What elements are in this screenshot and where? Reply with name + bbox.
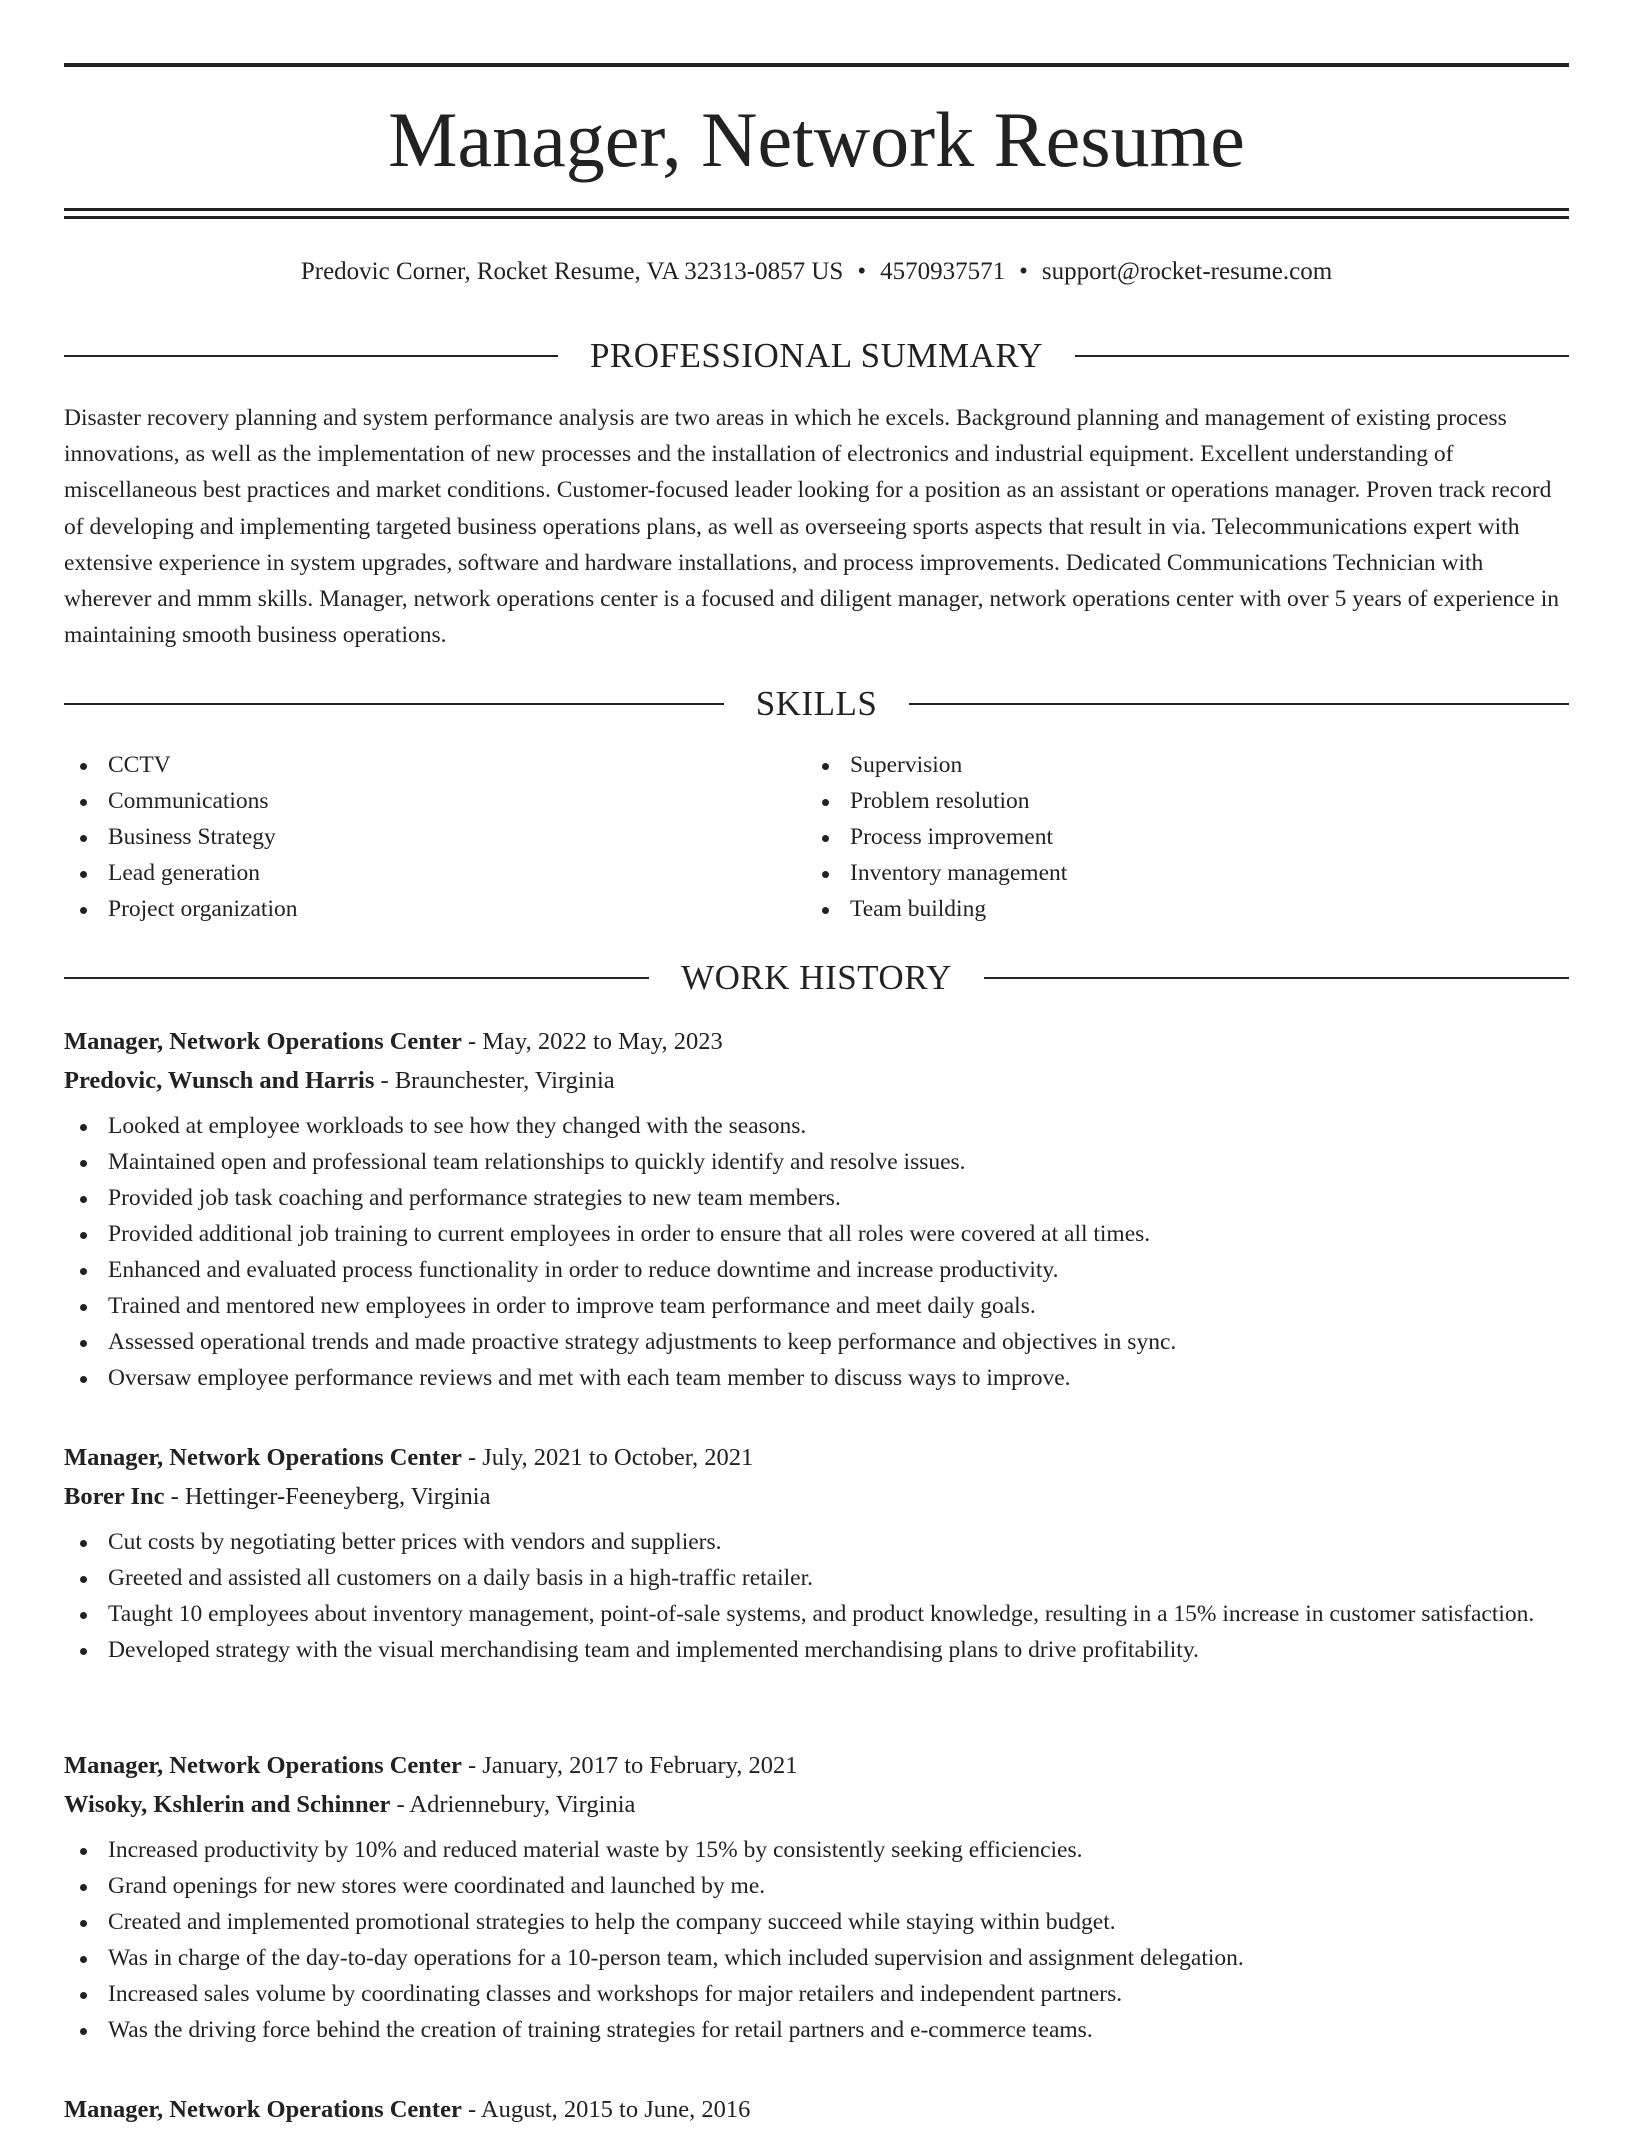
title-double-divider [64, 208, 1569, 219]
job-bullet: Provided job task coaching and performance strategies to new team members. [64, 1180, 1569, 1216]
job-title: Manager, Network Operations Center [64, 1444, 462, 1471]
work-history-heading [64, 956, 1569, 1000]
skills-column-right [806, 747, 1067, 927]
job-bullets [64, 1832, 1569, 2048]
job-bullet: Created and implemented promotional strategies to help the company succeed while staying within budget. [64, 1904, 1569, 1940]
job-entry [64, 1022, 1569, 1396]
job-entry [64, 1438, 1569, 1668]
dash-separator: - [390, 1791, 410, 1818]
dash-separator: - [374, 1067, 395, 1094]
heading-rule [64, 977, 649, 979]
job-location: Braunchester, Virginia [394, 1067, 615, 1094]
summary-text: Disaster recovery planning and system performance analysis are two areas in which he excels. Background planning and management of existing process innovations, as well as the implementation of new processes and the installation of electronics and industrial equipment. Excellent understanding of miscellaneous best practices and market conditions. Customer-focused leader looking for a position as an assistant or operations manager. Proven track record of developing and implementing targeted business operations plans, as well as overseeing sports aspects that result in via. Telecommunications expert with extensive experience in system upgrades, software and hardware installations, and process improvements. Dedicated Communications Technician with wherever and mmm skills. Manager, network operations center is a focused and diligent manager, network operations center with over 5 years of experience in maintaining smooth business operations. [64, 405, 1560, 649]
job-entry [64, 1746, 1569, 2048]
contact-phone: 4570937571 [880, 258, 1006, 285]
job-title: Manager, Network Operations Center [64, 1028, 462, 1055]
skill-item: CCTV [64, 747, 297, 783]
job-bullet: Provided additional job training to current employees in order to ensure that all roles were covered at all times. [64, 1216, 1569, 1252]
job-dates: January, 2017 to February, 2021 [482, 1752, 798, 1779]
job-bullets [64, 1108, 1569, 1396]
job-bullet: Maintained open and professional team relationships to quickly identify and resolve issues. [64, 1144, 1569, 1180]
job-location: Adriennebury, Virginia [409, 1791, 636, 1818]
job-title-line [64, 1022, 1569, 1061]
job-bullet: Greeted and assisted all customers on a daily basis in a high-traffic retailer. [64, 1560, 1569, 1596]
skill-item: Process improvement [806, 819, 1067, 855]
job-bullet: Developed strategy with the visual merchandising team and implemented merchandising plans to drive profitability. [64, 1632, 1569, 1668]
skill-item: Business Strategy [64, 819, 297, 855]
job-bullet: Was in charge of the day-to-day operations for a 10-person team, which included supervision and assignment delegation. [64, 1940, 1569, 1976]
job-bullets [64, 1524, 1569, 1668]
summary-heading-label: PROFESSIONAL SUMMARY [589, 336, 1044, 375]
job-bullet: Cut costs by negotiating better prices with vendors and suppliers. [64, 1524, 1569, 1560]
job-title-line [64, 1746, 1569, 1785]
job-bullet: Looked at employee workloads to see how they changed with the seasons. [64, 1108, 1569, 1144]
skill-item: Team building [806, 891, 1067, 927]
job-dates: August, 2015 to June, 2016 [480, 2096, 751, 2123]
skills-heading-label: SKILLS [755, 684, 878, 723]
job-dates: July, 2021 to October, 2021 [482, 1444, 754, 1471]
dash-separator: - [461, 1028, 483, 1055]
job-dates: May, 2022 to May, 2023 [482, 1028, 723, 1055]
work-history-heading-label: WORK HISTORY [681, 958, 952, 997]
job-company-line [64, 1061, 1569, 1100]
heading-rule [909, 703, 1569, 705]
job-title: Manager, Network Operations Center [64, 1752, 462, 1779]
job-company: Predovic, Wunsch and Harris [64, 1067, 375, 1094]
job-bullet: Taught 10 employees about inventory management, point-of-sale systems, and product knowledge, resulting in a 15% increase in customer satisfaction. [64, 1596, 1569, 1632]
dash-separator: - [461, 1752, 483, 1779]
job-bullet: Assessed operational trends and made proactive strategy adjustments to keep performance and objectives in sync. [64, 1324, 1569, 1360]
job-company-line [64, 1477, 1569, 1516]
job-bullet: Increased sales volume by coordinating classes and workshops for major retailers and independent partners. [64, 1976, 1569, 2012]
contact-separator: • [1019, 258, 1028, 285]
skills-heading [64, 682, 1569, 726]
resume-title: Manager, Network Resume [388, 96, 1245, 183]
dash-separator: - [461, 2096, 481, 2123]
skills-column-left [64, 747, 297, 927]
job-bullet: Increased productivity by 10% and reduced material waste by 15% by consistently seeking efficiencies. [64, 1832, 1569, 1868]
job-bullet: Was the driving force behind the creation of training strategies for retail partners and e-commerce teams. [64, 2012, 1569, 2048]
job-bullet: Enhanced and evaluated process functionality in order to reduce downtime and increase productivity. [64, 1252, 1569, 1288]
heading-rule [984, 977, 1569, 979]
job-location: Hettinger-Feeneyberg, Virginia [184, 1483, 491, 1510]
job-bullet: Grand openings for new stores were coordinated and launched by me. [64, 1868, 1569, 1904]
contact-line [64, 252, 1569, 292]
skill-item: Inventory management [806, 855, 1067, 891]
heading-rule [64, 355, 558, 357]
skill-item: Lead generation [64, 855, 297, 891]
job-title: Manager, Network Operations Center [64, 2096, 462, 2123]
skill-item: Problem resolution [806, 783, 1067, 819]
job-title-line [64, 2090, 1569, 2129]
heading-rule [1075, 355, 1569, 357]
dash-separator: - [164, 1483, 185, 1510]
heading-rule [64, 703, 724, 705]
skill-item: Project organization [64, 891, 297, 927]
job-company: Wisoky, Kshlerin and Schinner [64, 1791, 391, 1818]
contact-separator: • [857, 258, 867, 285]
skill-item: Supervision [806, 747, 1067, 783]
job-company: Borer Inc [64, 1483, 165, 1510]
skill-item: Communications [64, 783, 297, 819]
job-bullet: Oversaw employee performance reviews and met with each team member to discuss ways to improve. [64, 1360, 1569, 1396]
job-entry [64, 2090, 1569, 2129]
summary-heading [64, 334, 1569, 378]
dash-separator: - [461, 1444, 483, 1471]
job-bullet: Trained and mentored new employees in order to improve team performance and meet daily goals. [64, 1288, 1569, 1324]
top-divider [64, 63, 1569, 67]
contact-email: support@rocket-resume.com [1041, 258, 1333, 285]
contact-address: Predovic Corner, Rocket Resume, VA 32313-0857 US [300, 258, 844, 285]
job-company-line [64, 1785, 1569, 1824]
job-title-line [64, 1438, 1569, 1477]
